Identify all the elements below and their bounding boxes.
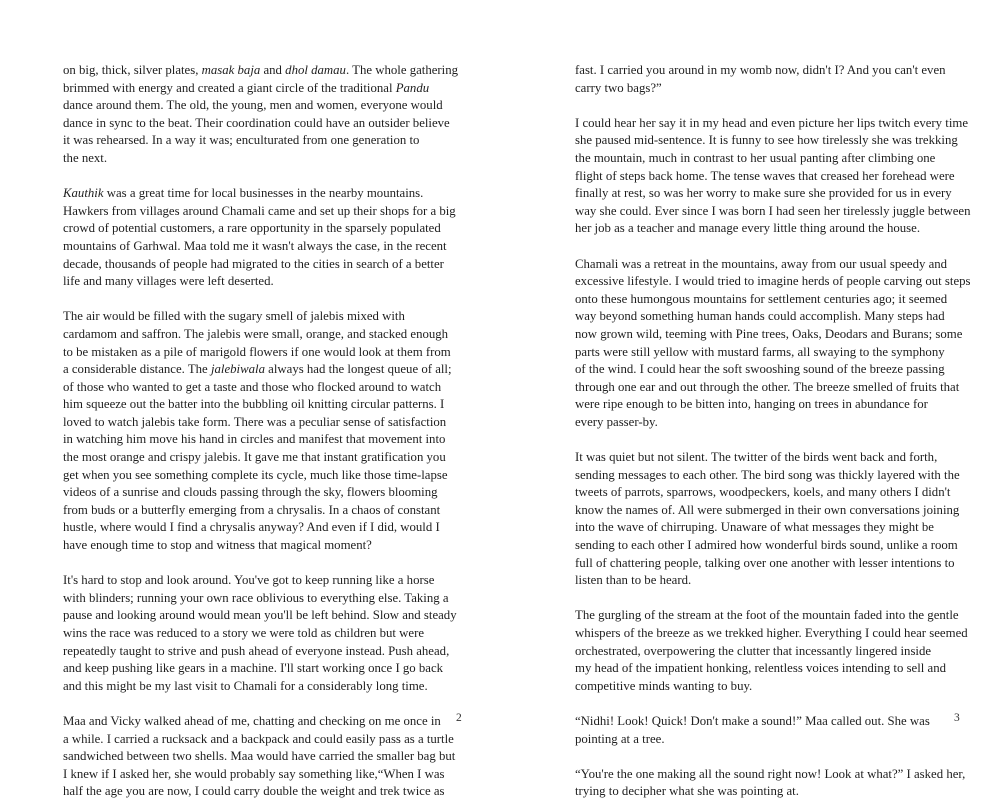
text-line: onto these humongous mountains for settlement centuries ago; it seemed [575,291,948,306]
text-line: mountains of Garhwal. Maa told me it wasn't always the case, in the recent [63,238,447,253]
text-line: into the wave of chirruping. Unaware of what messages they might be [575,520,934,535]
text-line: Hawkers from villages around Chamali came and set up their shops for a big [63,203,456,218]
italic-term: jalebiwala [210,362,265,377]
page-number-left: 2 [456,712,462,724]
text-line: repeatedly taught to strive and push ahead of everyone instead. Push ahead, [63,643,450,658]
text-line: It was quiet but not silent. The twitter of the birds went back and forth, [575,450,938,465]
text-line: she paused mid-sentence. It is funny to see how tirelessly she was trekking [575,133,958,148]
text-line: were ripe enough to be bitten into, hanging on trees in abundance for [575,397,928,412]
text-line: flight of steps back home. The tense waves that creased her forehead were [575,168,955,183]
text-line: brimmed with energy and created a giant circle of the traditional Pandu [63,80,430,95]
text-line: in watching him move his hand in circles and manifest that movement into [63,432,446,447]
text-line: way she could. Ever since I was born I had seen her tirelessly juggle between [575,203,971,218]
text-line: dance around them. The old, the young, men and women, everyone would [63,98,443,113]
text-line: parts were still yellow with mustard farms, all swaying to the symphony [575,344,945,359]
text-line: listen than to be heard. [575,573,692,588]
text-line: him squeeze out the batter into the bubbling oil knitting circular patterns. I [63,397,445,412]
text-line: pointing at a tree. [575,731,665,746]
left-page-text [63,62,459,801]
right-page [500,0,1000,799]
text-line: I knew if I asked her, she would probably say something like,“When I was [63,766,445,781]
text-line: way beyond something human hands could accomplish. Many steps had [575,309,945,324]
paragraph [575,256,971,432]
text-line: sending messages to each other. The bird song was thickly layered with the [575,467,960,482]
text-line: through one ear and out through the other. The breeze smelled of fruits that [575,379,960,394]
text-line: trying to decipher what she was pointing at. [575,784,799,799]
text-line: full of chattering people, talking over one another with lesser intentions to [575,555,955,570]
text-line: It's hard to stop and look around. You've got to keep running like a horse [63,573,435,588]
text-line: The air would be filled with the sugary smell of jalebis mixed with [63,309,405,324]
text-line: a while. I carried a rucksack and a backpack and could easily pass as a turtle [63,731,454,746]
paragraph [575,449,965,590]
page-number-right: 3 [954,712,960,724]
text-line: sending to each other I admired how wonderful birds sound, unlike a room [575,538,958,553]
italic-term: Pandu [395,80,430,95]
text-line: dance in sync to the beat. Their coordination could have an outsider believe [63,115,450,130]
paragraph [63,185,456,291]
text-line: on big, thick, silver plates, masak baja and dhol damau. The whole gathering [63,63,459,77]
text-line: loved to watch jalebis take form. There was a peculiar sense of satisfaction [63,414,447,429]
text-line: I could hear her say it in my head and even picture her lips twitch every time [575,115,969,130]
text-line: cardamom and saffron. The jalebis were small, orange, and stacked enough [63,326,449,341]
italic-term: dhol damau [285,63,346,77]
text-line: of the wind. I could hear the soft swooshing sound of the breeze passing [575,362,945,377]
text-line: the mountain, much in contrast to her usual panting after climbing one [575,150,936,165]
text-line: have enough time to stop and witness that magical moment? [63,538,372,553]
text-line: the next. [63,150,108,165]
right-page-text [575,62,971,801]
text-line: her job as a teacher and manage every little thing around the house. [575,221,921,236]
text-line: crowd of potential customers, a rare opportunity in the sparsely populated [63,221,441,236]
text-line: half the age you are now, I could carry double the weight and trek twice as [63,784,445,799]
text-line: of those who wanted to get a taste and those who flocked around to watch [63,379,442,394]
paragraph [575,62,965,97]
text-line: it was rehearsed. In a way it was; enculturated from one generation to [63,133,420,148]
paragraph [63,713,456,801]
text-line: orchestrated, overpowering the clutter that incessantly lingered inside [575,643,932,658]
text-line: excessive lifestyle. I would tried to imagine herds of people carving out steps [575,274,971,289]
italic-term: Kauthik [63,186,104,201]
text-line: from buds or a butterfly emerging from a chrysalis. In a chaos of constant [63,502,441,517]
text-line: The gurgling of the stream at the foot of the mountain faded into the gentle [575,608,959,623]
text-line: whispers of the breeze as we trekked higher. Everything I could hear seemed [575,626,968,640]
text-line: tweets of parrots, sparrows, woodpeckers, koels, and many others I didn't [575,485,951,500]
text-line: and keep pushing like gears in a machine. I'll start working once I go back [63,661,444,676]
text-line: videos of a sunrise and clouds passing through the sky, flowers blooming [63,485,438,500]
paragraph [575,713,965,748]
text-line: life and many villages were left deserted. [63,274,274,289]
text-line: pause and looking around would mean you'll be left behind. Slow and steady [63,608,457,623]
text-line: fast. I carried you around in my womb now, didn't I? And you can't even [575,63,946,77]
text-line: a considerable distance. The jalebiwala always had the longest queue of all; [63,362,452,377]
paragraph [63,308,452,554]
text-line: every passer-by. [575,414,658,429]
text-line: and this might be my last visit to Chamali for a considerably long time. [63,678,428,693]
paragraph [575,607,968,695]
text-line: wins the race was reduced to a story we were told as children but were [63,626,425,640]
paragraph [575,766,965,801]
text-line: get when you see something complete its cycle, much like those time-lapse [63,467,448,482]
text-line: decade, thousands of people had migrated to the cities in search of a better [63,256,444,271]
text-line: Maa and Vicky walked ahead of me, chatting and checking on me once in [63,713,441,728]
text-line: sandwiched between two shells. Maa would have carried the smaller bag but [63,749,456,764]
text-line: with blinders; running your own race oblivious to everything else. Taking a [63,590,449,605]
text-line: hustle, where would I find a chrysalis anyway? And even if I did, would I [63,520,440,535]
text-line: now grown wild, teeming with Pine trees, Oaks, Deodars and Burans; some [575,326,963,341]
paragraph [63,572,457,695]
text-line: know the names of. All were submerged in their own conversations joining [575,502,960,517]
text-line: the most orange and crispy jalebis. It gave me that instant gratification you [63,450,446,465]
text-line: “Nidhi! Look! Quick! Don't make a sound!” Maa called out. She was [575,713,930,728]
text-line: competitive minds wanting to buy. [575,678,753,693]
text-line: finally at rest, so was her worry to make sure she provided for us in every [575,186,952,201]
text-line: Chamali was a retreat in the mountains, away from our usual speedy and [575,256,948,271]
paragraph [63,62,459,168]
text-line: Kauthik was a great time for local businesses in the nearby mountains. [63,186,424,201]
paragraph [575,115,971,238]
text-line: to be mistaken as a pile of marigold flowers if one would look at them from [63,344,451,359]
text-line: my head of the impatient honking, relentless voices intending to sell and [575,661,947,676]
text-line: carry two bags?” [575,80,662,95]
italic-term: masak baja [201,63,261,77]
left-page [0,0,500,799]
text-line: “You're the one making all the sound right now! Look at what?” I asked her, [575,766,966,781]
